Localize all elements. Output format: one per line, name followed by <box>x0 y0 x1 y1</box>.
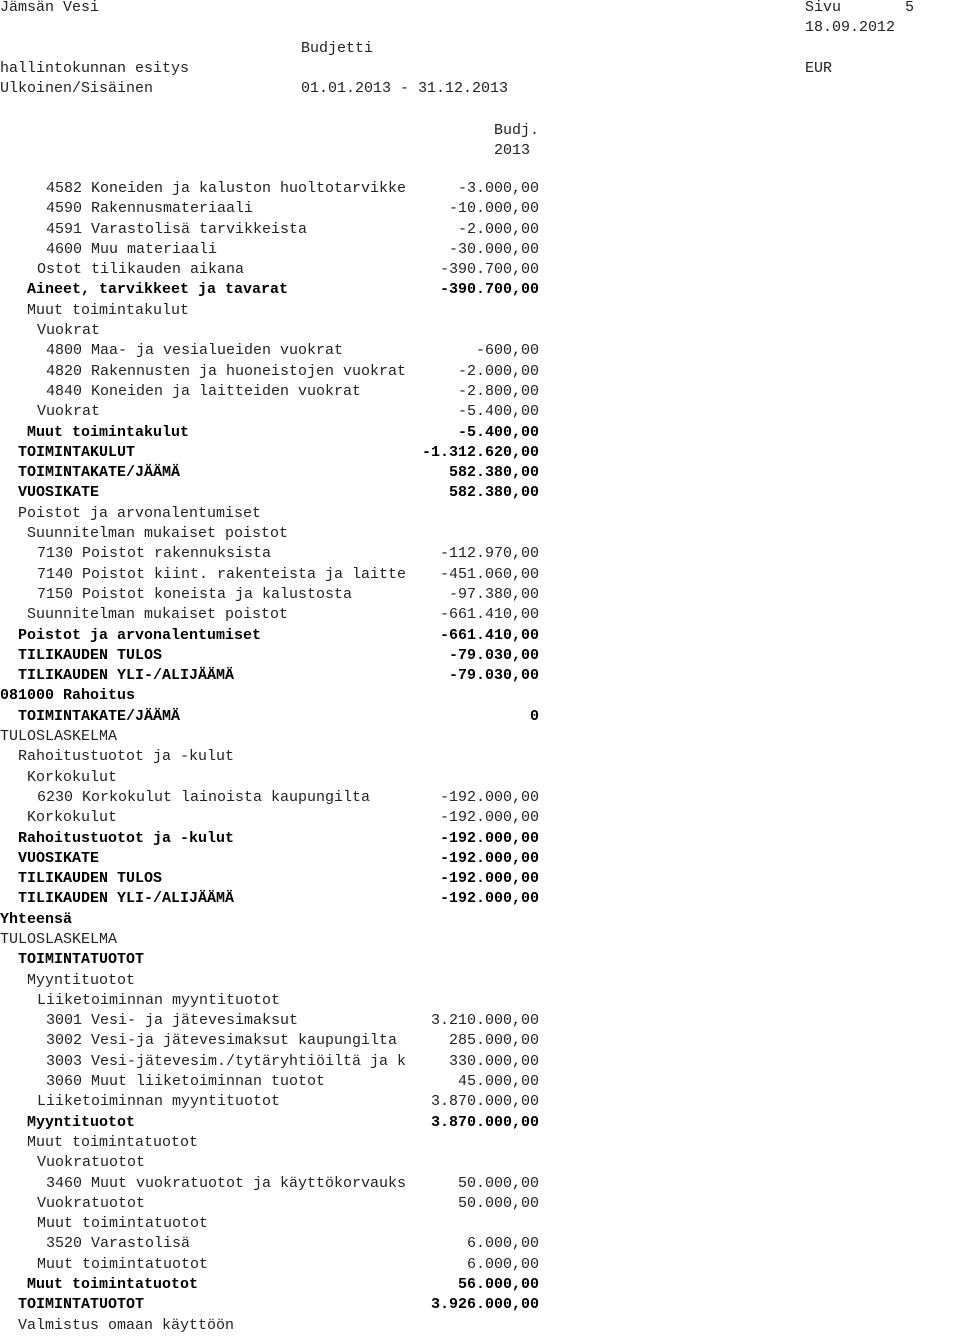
table-row <box>0 1174 960 1194</box>
table-row <box>0 483 960 503</box>
row-label: Myyntituotot <box>27 971 136 989</box>
column-label: Budj. <box>494 122 540 139</box>
table-row <box>0 240 960 260</box>
row-value: -390.700,00 <box>439 281 539 299</box>
table-row <box>0 910 960 930</box>
row-label: 3003 Vesi-jätevesim./tytäryhtiöiltä ja k <box>46 1052 407 1070</box>
row-value: -30.000,00 <box>448 240 539 258</box>
row-value: -390.700,00 <box>439 261 539 279</box>
table-row <box>0 1133 960 1153</box>
row-label: 3001 Vesi- ja jätevesimaksut <box>46 1012 299 1030</box>
table-row <box>0 991 960 1011</box>
table-row <box>0 971 960 991</box>
row-label: Rahoitustuotot ja -kulut <box>18 748 235 766</box>
row-value: 50.000,00 <box>457 1194 539 1212</box>
table-row <box>0 585 960 605</box>
table-row <box>0 382 960 402</box>
row-value: -451.060,00 <box>439 565 539 583</box>
table-row <box>0 666 960 686</box>
row-label: Ostot tilikauden aikana <box>37 261 245 279</box>
row-label: Poistot ja arvonalentumiset <box>18 626 262 644</box>
row-label: Aineet, tarvikkeet ja tavarat <box>27 281 289 299</box>
row-label: 4591 Varastolisä tarvikkeista <box>46 220 308 238</box>
table-row <box>0 321 960 341</box>
table-row <box>0 423 960 443</box>
row-value: 330.000,00 <box>448 1052 539 1070</box>
row-label: 7140 Poistot kiint. rakenteista ja laitte <box>37 565 407 583</box>
row-value: -3.000,00 <box>457 180 539 197</box>
table-row <box>0 686 960 706</box>
report-subtitle: hallintokunnan esitys <box>0 60 190 77</box>
row-label: 3002 Vesi-ja jätevesimaksut kaupungilta <box>46 1032 398 1050</box>
row-label: VUOSIKATE <box>18 484 100 502</box>
table-row <box>0 362 960 382</box>
table-row <box>0 768 960 788</box>
table-row <box>0 1031 960 1051</box>
row-label: Suunnitelman mukaiset poistot <box>27 606 289 624</box>
table-row <box>0 1255 960 1275</box>
table-row <box>0 747 960 767</box>
table-row <box>0 808 960 828</box>
row-value: -192.000,00 <box>439 788 539 806</box>
currency: EUR <box>805 60 833 77</box>
table-row <box>0 524 960 544</box>
table-row <box>0 707 960 727</box>
table-row <box>0 1234 960 1254</box>
table-row <box>0 1153 960 1173</box>
row-label: 3460 Muut vuokratuotot ja käyttökorvauks <box>46 1174 407 1192</box>
table-row <box>0 1295 960 1315</box>
table-row <box>0 1092 960 1112</box>
row-value: -192.000,00 <box>439 890 539 908</box>
row-value: 56.000,00 <box>457 1276 539 1294</box>
row-value: 0 <box>529 707 539 725</box>
table-row <box>0 301 960 321</box>
row-value: -661.410,00 <box>439 606 539 624</box>
row-label: 3520 Varastolisä <box>46 1235 191 1253</box>
budget-table <box>0 179 960 1336</box>
row-label: TOIMINTATUOTOT <box>18 1296 145 1314</box>
row-label: Korkokulut <box>27 768 118 786</box>
row-label: Vuokrat <box>37 322 101 340</box>
row-value: -97.380,00 <box>448 585 539 603</box>
row-value: -79.030,00 <box>448 646 539 664</box>
row-value: 3.926.000,00 <box>430 1296 539 1314</box>
column-year: 2013 <box>494 142 531 159</box>
table-row <box>0 727 960 747</box>
table-row <box>0 179 960 199</box>
row-value: -2.000,00 <box>457 220 539 238</box>
row-label: Vuokratuotot <box>37 1154 146 1172</box>
table-row <box>0 565 960 585</box>
row-value: -10.000,00 <box>448 200 539 218</box>
table-row <box>0 220 960 240</box>
row-label: Vuokrat <box>37 403 101 421</box>
row-value: -600,00 <box>475 342 539 360</box>
table-row <box>0 1194 960 1214</box>
table-row <box>0 1052 960 1072</box>
row-label: TILIKAUDEN YLI-/ALIJÄÄMÄ <box>18 890 235 908</box>
row-value: -5.400,00 <box>457 423 539 441</box>
row-label: TOIMINTATUOTOT <box>18 951 145 969</box>
table-row <box>0 1214 960 1234</box>
period: 01.01.2013 - 31.12.2013 <box>301 80 509 97</box>
row-value: -192.000,00 <box>439 829 539 847</box>
row-value: 582.380,00 <box>448 484 539 502</box>
row-label: Poistot ja arvonalentumiset <box>18 504 262 522</box>
row-label: Muut toimintatuotot <box>27 1276 199 1294</box>
row-value: 582.380,00 <box>448 464 539 482</box>
table-row <box>0 950 960 970</box>
row-value: 50.000,00 <box>457 1174 539 1192</box>
row-value: 3.870.000,00 <box>430 1093 539 1111</box>
table-row <box>0 1072 960 1092</box>
row-value: -5.400,00 <box>457 403 539 421</box>
row-label: TOIMINTAKATE/JÄÄMÄ <box>18 464 181 482</box>
table-row <box>0 260 960 280</box>
table-row <box>0 869 960 889</box>
row-value: -2.000,00 <box>457 362 539 380</box>
row-label: 7130 Poistot rakennuksista <box>37 545 272 563</box>
row-value: 285.000,00 <box>448 1032 539 1050</box>
row-label: 4800 Maa- ja vesialueiden vuokrat <box>46 342 344 360</box>
table-row <box>0 1011 960 1031</box>
row-label: TILIKAUDEN YLI-/ALIJÄÄMÄ <box>18 667 235 685</box>
row-label: TULOSLASKELMA <box>0 930 118 948</box>
row-label: 4820 Rakennusten ja huoneistojen vuokrat <box>46 362 407 380</box>
table-row <box>0 199 960 219</box>
row-label: Muut toimintakulut <box>27 423 190 441</box>
row-label: 4840 Koneiden ja laitteiden vuokrat <box>46 382 362 400</box>
row-label: Korkokulut <box>27 809 118 827</box>
table-row <box>0 463 960 483</box>
table-row <box>0 341 960 361</box>
row-label: Myyntituotot <box>27 1113 136 1131</box>
table-row <box>0 402 960 422</box>
row-value: -192.000,00 <box>439 849 539 867</box>
row-label: 081000 Rahoitus <box>0 687 136 705</box>
row-label: Valmistus omaan käyttöön <box>18 1316 235 1334</box>
row-label: Yhteensä <box>0 910 73 928</box>
table-row <box>0 504 960 524</box>
table-row <box>0 788 960 808</box>
row-label: 4600 Muu materiaali <box>46 240 218 258</box>
row-label: 6230 Korkokulut lainoista kaupungilta <box>37 788 371 806</box>
row-label: Liiketoiminnan myyntituotot <box>37 1093 281 1111</box>
report-date: 18.09.2012 <box>805 19 896 36</box>
row-label: 4590 Rakennusmateriaali <box>46 200 254 218</box>
row-value: -661.410,00 <box>439 626 539 644</box>
table-row <box>0 626 960 646</box>
row-value: -1.312.620,00 <box>421 443 539 461</box>
row-value: -112.970,00 <box>439 545 539 563</box>
row-value: -2.800,00 <box>457 382 539 400</box>
table-row <box>0 849 960 869</box>
row-label: Liiketoiminnan myyntituotot <box>37 991 281 1009</box>
table-row <box>0 1113 960 1133</box>
row-label: TULOSLASKELMA <box>0 728 118 746</box>
row-label: Muut toimintatuotot <box>37 1255 209 1273</box>
row-label: 7150 Poistot koneista ja kalustosta <box>37 585 353 603</box>
row-label: TOIMINTAKATE/JÄÄMÄ <box>18 707 181 725</box>
row-label: Rahoitustuotot ja -kulut <box>18 829 235 847</box>
row-label: Suunnitelman mukaiset poistot <box>27 525 289 543</box>
scope: Ulkoinen/Sisäinen <box>0 80 154 97</box>
row-value: -192.000,00 <box>439 870 539 888</box>
row-label: Vuokratuotot <box>37 1194 146 1212</box>
table-row <box>0 889 960 909</box>
table-row <box>0 646 960 666</box>
company-name: Jämsän Vesi <box>0 0 100 16</box>
row-value: 45.000,00 <box>457 1073 539 1091</box>
row-value: 3.210.000,00 <box>430 1012 539 1030</box>
row-label: 4582 Koneiden ja kaluston huoltotarvikke <box>46 180 407 197</box>
row-value: -79.030,00 <box>448 667 539 685</box>
row-value: 6.000,00 <box>466 1255 539 1273</box>
row-label: 3060 Muut liiketoiminnan tuotot <box>46 1073 326 1091</box>
table-row <box>0 1275 960 1295</box>
page-number: 5 <box>905 0 915 16</box>
row-value: 3.870.000,00 <box>430 1113 539 1131</box>
report-type: Budjetti <box>301 40 374 57</box>
table-row <box>0 544 960 564</box>
row-label: VUOSIKATE <box>18 849 100 867</box>
row-label: Muut toimintakulut <box>27 301 190 319</box>
row-label: TILIKAUDEN TULOS <box>18 646 163 664</box>
row-label: TOIMINTAKULUT <box>18 443 136 461</box>
row-value: 6.000,00 <box>466 1235 539 1253</box>
row-label: TILIKAUDEN TULOS <box>18 870 163 888</box>
table-row <box>0 605 960 625</box>
row-label: Muut toimintatuotot <box>27 1133 199 1151</box>
table-row <box>0 443 960 463</box>
table-row <box>0 829 960 849</box>
table-row <box>0 930 960 950</box>
page-label: Sivu <box>805 0 842 16</box>
table-row <box>0 1316 960 1336</box>
row-label: Muut toimintatuotot <box>37 1215 209 1233</box>
table-row <box>0 280 960 300</box>
row-value: -192.000,00 <box>439 809 539 827</box>
